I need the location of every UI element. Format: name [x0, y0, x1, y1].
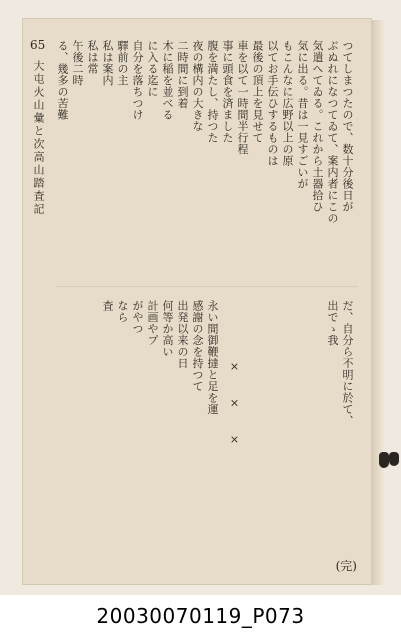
text-column: 二時間に到着: [176, 40, 189, 109]
binder-clip-icon: [379, 452, 389, 468]
text-column: 感謝の念を持つて: [191, 300, 204, 392]
text-column: 事に頭食を済ました: [221, 40, 234, 144]
text-column: なら: [116, 300, 129, 323]
text-column: る、幾多の苦難: [56, 40, 69, 121]
text-column: 腹を満たし、持つた: [206, 40, 219, 144]
text-column: 車を以て一時間半行程: [236, 40, 249, 155]
text-column: つてしまつたので、数十分後日が: [341, 40, 354, 213]
section-break-marks: × × ×: [228, 360, 241, 456]
binder-clip-icon: [389, 452, 399, 466]
text-column: に入る迄に: [146, 40, 159, 98]
text-column: 木に稲を並べる: [161, 40, 174, 121]
text-column: 以てお手伝ひするものは: [266, 40, 279, 167]
page-edge: [372, 20, 384, 585]
text-column: 夜の構内の大きな: [191, 40, 204, 132]
text-column: 永い間御鞭撻と足を運: [206, 300, 219, 415]
text-column: 気に出る。昔は一見すごいが: [296, 40, 309, 190]
text-column: 出でゝ我: [326, 300, 339, 346]
text-column: がやつ: [131, 300, 144, 335]
end-mark: (完): [335, 559, 357, 573]
running-title: 大屯火山彙と次高山踏査記: [32, 60, 45, 216]
text-column: 出発以来の日: [176, 300, 189, 369]
section-divider: [56, 286, 358, 287]
text-column: 午後二時: [71, 40, 84, 86]
text-column: ぶぬれになつてゐて、案内者にこの: [326, 40, 339, 224]
text-column: だ、自分ら不明に於て、: [341, 300, 354, 427]
text-column: 私は案内: [101, 40, 114, 86]
text-column: 驛前の主: [116, 40, 129, 86]
text-column: 計画やプ: [146, 300, 159, 346]
text-column: 何等か高い: [161, 300, 174, 358]
text-column: 気遣へてゐる。これから土器拾ひ: [311, 40, 324, 213]
text-column: もこんなに広野以上の原: [281, 40, 294, 167]
text-column: 私は常: [86, 40, 99, 75]
archive-id-caption: 20030070119_P073: [96, 604, 305, 628]
page-number: 65: [30, 38, 46, 52]
text-column: 最後の頂上を見せて: [251, 40, 264, 144]
text-column: 査: [101, 300, 114, 312]
text-column: 自分を落ちつけ: [131, 40, 144, 121]
